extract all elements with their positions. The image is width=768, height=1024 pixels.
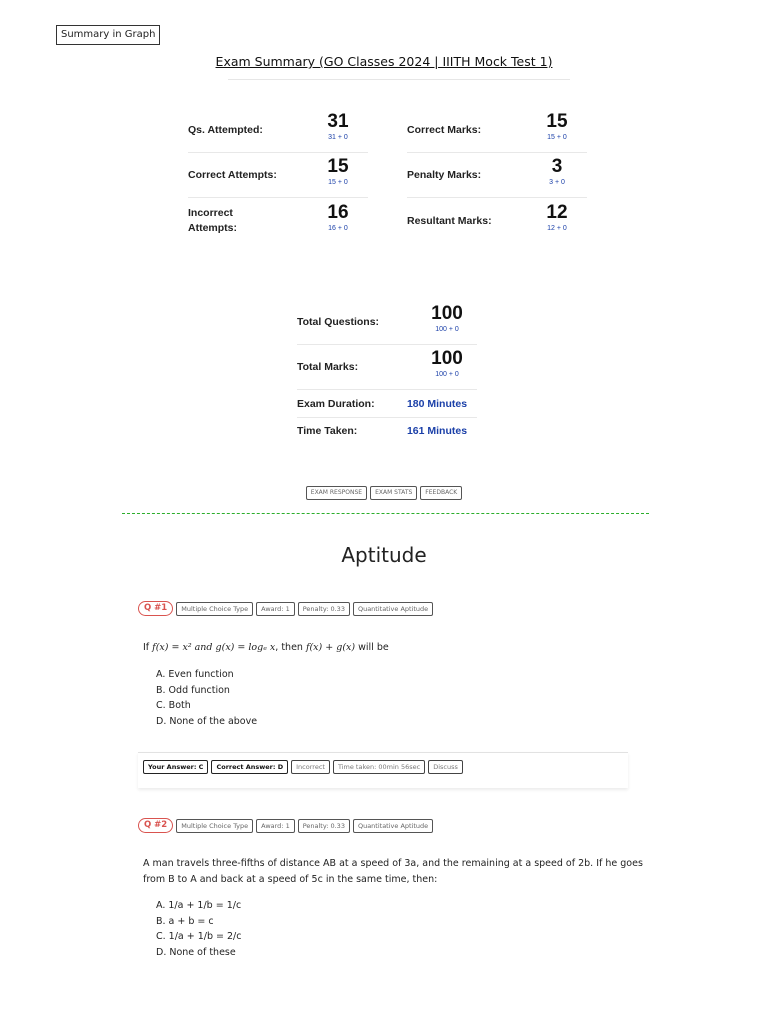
stat-value-sub: 12 + 0: [547, 225, 567, 232]
option-d: D. None of the above: [156, 715, 258, 727]
section-title: Aptitude: [341, 543, 427, 567]
award-chip: Award: 1: [256, 602, 295, 616]
q2-text-line1: A man travels three-fifths of distance AB at a speed of 3a, and the remaining at a speed of 2b. If he goes: [143, 858, 643, 869]
stat-qs-attempted: [188, 108, 368, 153]
exam-response-button[interactable]: EXAM RESPONSE: [306, 486, 367, 500]
q2-meta: [138, 818, 433, 833]
section-divider: [122, 513, 649, 514]
stat-exam-duration: [297, 391, 477, 418]
stat-value-main: 31: [327, 111, 349, 132]
stat-value-main: 100: [431, 348, 463, 369]
summary-in-graph-button[interactable]: Summary in Graph: [56, 25, 160, 45]
q2-text-line2: from B to A and back at a speed of 5c in the same time, then:: [143, 874, 438, 885]
option-b: B. a + b = c: [156, 915, 214, 927]
stat-time-taken: [297, 418, 477, 444]
stat-value-text: 161 Minutes: [406, 425, 468, 437]
q1-meta: [138, 601, 433, 616]
stat-correct-attempts: [188, 153, 368, 198]
stat-value: [527, 156, 587, 188]
q1-text-pre: If: [143, 642, 153, 653]
q1-options: [156, 667, 257, 729]
q2-options: [156, 898, 241, 960]
question-number-badge: Q #2: [138, 818, 173, 833]
stat-value: [308, 202, 368, 234]
stat-value-sub: 31 + 0: [328, 134, 348, 141]
stat-value-main: 100: [431, 303, 463, 324]
stat-value: [308, 156, 368, 188]
your-answer-badge: Your Answer: C: [143, 760, 208, 774]
stat-value: [308, 111, 368, 143]
question-number-badge: Q #1: [138, 601, 173, 616]
stat-value-main: 12: [546, 202, 568, 223]
stat-value: [527, 202, 587, 234]
option-a: A. 1/a + 1/b = 1/c: [156, 900, 242, 911]
stat-label: Correct Marks:: [407, 123, 482, 136]
correct-answer-badge: Correct Answer: D: [211, 760, 288, 774]
stat-value: [417, 303, 477, 335]
stat-value: [417, 348, 477, 380]
stat-label: Penalty Marks:: [407, 168, 482, 181]
q1-text-post: will be: [355, 642, 389, 653]
stat-penalty-marks: [407, 153, 587, 198]
penalty-chip: Penalty: 0.33: [298, 602, 350, 616]
stat-value-sub: 16 + 0: [328, 225, 348, 232]
q2-text: [143, 856, 643, 888]
stat-value-sub: 15 + 0: [547, 134, 567, 141]
stat-label: Correct Attempts:: [188, 168, 277, 181]
stat-value: [527, 111, 587, 143]
stat-value-main: 15: [327, 156, 349, 177]
stat-incorrect-attempts: [188, 199, 368, 243]
option-b: B. Odd function: [156, 684, 230, 696]
stat-total-marks: [297, 345, 477, 390]
question-type-chip: Multiple Choice Type: [176, 819, 253, 833]
q1-math2: f(x) + g(x): [305, 642, 356, 653]
stat-label: Exam Duration:: [297, 397, 375, 410]
stat-value-sub: 3 + 0: [549, 179, 565, 186]
time-taken-badge: Time taken: 00min 56sec: [333, 760, 425, 774]
stat-correct-marks: [407, 108, 587, 153]
stat-label: Resultant Marks:: [407, 214, 492, 227]
stat-resultant-marks: [407, 199, 587, 243]
title-divider: [228, 79, 570, 80]
stat-value-sub: 15 + 0: [328, 179, 348, 186]
stat-value-main: 3: [551, 156, 563, 177]
stat-value-sub: 100 + 0: [435, 371, 459, 378]
stat-value-sub: 100 + 0: [435, 326, 459, 333]
option-c: C. 1/a + 1/b = 2/c: [156, 931, 242, 942]
topic-chip: Quantitative Aptitude: [353, 819, 433, 833]
stat-label: Time Taken:: [297, 424, 358, 437]
stat-total-questions: [297, 300, 477, 345]
feedback-button[interactable]: FEEDBACK: [420, 486, 462, 500]
award-chip: Award: 1: [256, 819, 295, 833]
q1-text-mid: , then: [275, 642, 306, 653]
page-title: Exam Summary (GO Classes 2024 | IIITH Mock Test 1): [215, 54, 553, 69]
q1-text: [143, 640, 389, 656]
option-d: D. None of these: [156, 946, 236, 958]
option-c: C. Both: [156, 700, 191, 711]
q1-answer-row: [143, 760, 463, 774]
result-status-badge: Incorrect: [291, 760, 330, 774]
stat-label: Total Marks:: [297, 360, 359, 373]
topic-chip: Quantitative Aptitude: [353, 602, 433, 616]
stat-label: Incorrect Attempts:: [188, 207, 237, 234]
option-a: A. Even function: [156, 669, 234, 680]
question-type-chip: Multiple Choice Type: [176, 602, 253, 616]
stat-value-text: 180 Minutes: [406, 398, 468, 410]
stat-value-main: 15: [546, 111, 568, 132]
exam-stats-button[interactable]: EXAM STATS: [370, 486, 417, 500]
discuss-button[interactable]: Discuss: [428, 760, 463, 774]
stat-label: Qs. Attempted:: [188, 123, 263, 136]
exam-tabs: [0, 486, 768, 500]
q1-math1: f(x) = x² and g(x) = logₑ x: [152, 642, 276, 653]
penalty-chip: Penalty: 0.33: [298, 819, 350, 833]
stat-value-main: 16: [327, 202, 349, 223]
stat-label: Total Questions:: [297, 315, 380, 328]
